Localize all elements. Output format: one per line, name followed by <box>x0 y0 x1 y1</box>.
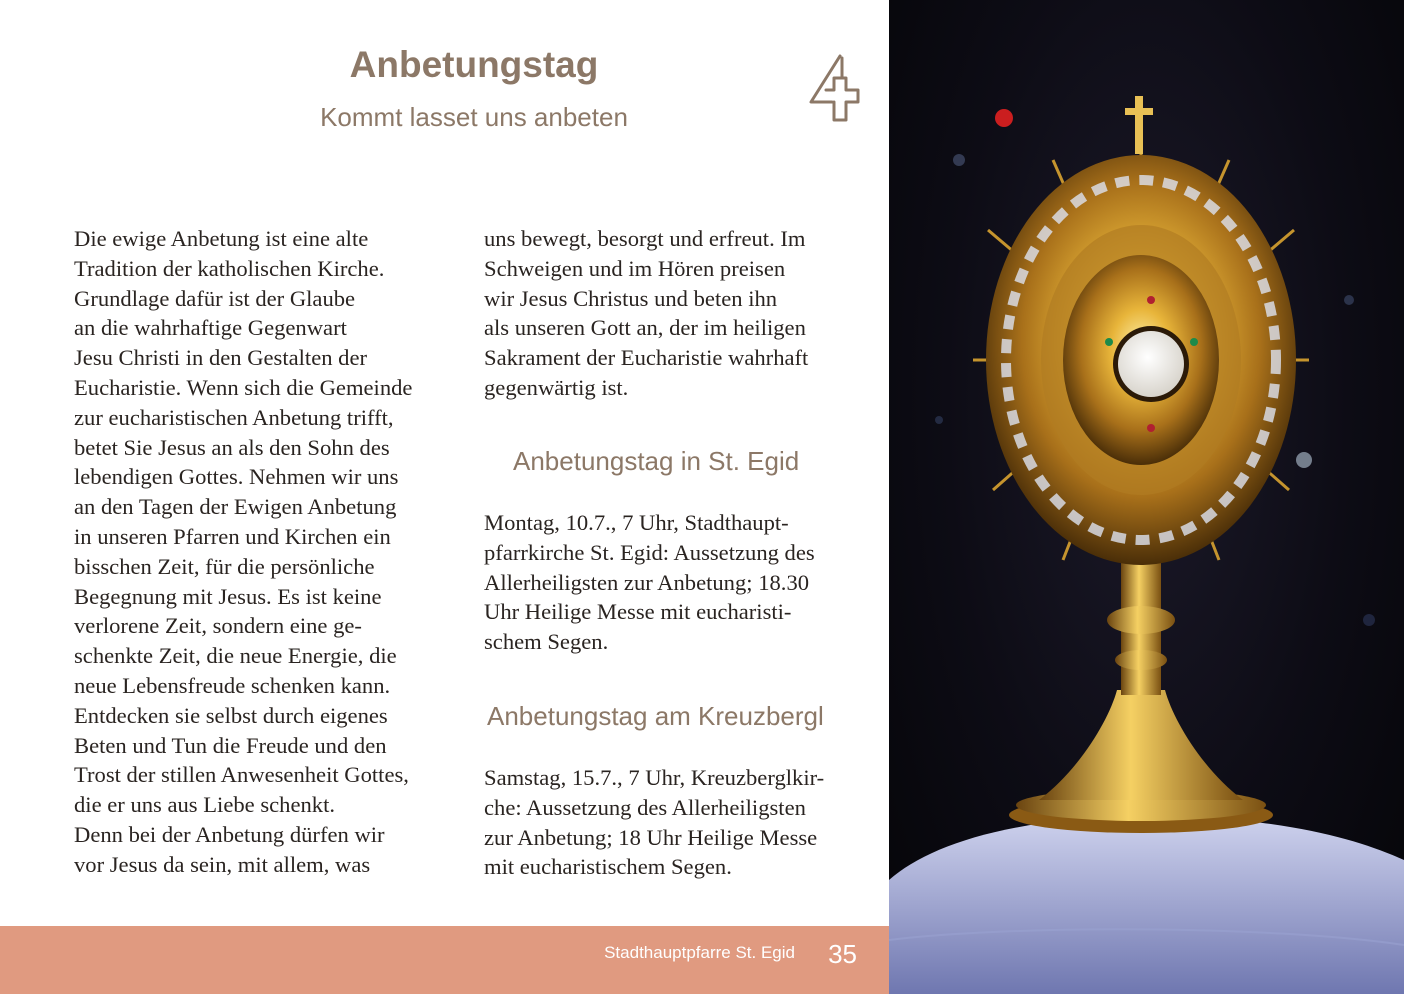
monstrance-illustration <box>889 0 1404 994</box>
text-line: Begegnung mit Jesus. Es ist keine <box>74 583 382 609</box>
text-line: in unseren Pfarren und Kirchen ein <box>74 523 391 549</box>
body-text-column-left <box>74 224 454 880</box>
page-subtitle: Kommt lasset uns anbeten <box>320 102 628 132</box>
text-line: als unseren Gott an, der im heiligen <box>484 315 806 341</box>
text-line: Allerheiligsten zur Anbetung; 18.30 <box>484 569 810 595</box>
text-line: che: Aussetzung des Allerheiligsten <box>484 794 806 820</box>
number-four-cross-icon <box>806 50 866 126</box>
text-line: Montag, 10.7., 7 Uhr, Stadthaupt- <box>484 510 789 535</box>
text-line: vor Jesus da sein, mit allem, was <box>74 851 371 877</box>
text-line: Jesu Christi in den Gestalten der <box>74 345 368 371</box>
text-line: zur eucharistischen Anbetung trifft, <box>74 404 394 430</box>
text-line: mit eucharistischem Segen. <box>484 854 732 880</box>
text-line: an den Tagen der Ewigen Anbetung <box>74 494 397 520</box>
text-line: Trost der stillen Anwesenheit Gottes, <box>74 762 409 788</box>
schedule-st-egid <box>484 508 815 657</box>
text-line: Samstag, 15.7., 7 Uhr, Kreuzberglkir- <box>484 765 825 790</box>
text-line: verlorene Zeit, sondern eine ge- <box>74 613 362 639</box>
text-line: schenkte Zeit, die neue Energie, die <box>74 643 397 669</box>
text-line: Sakrament der Eucharistie wahrhaft <box>484 345 809 371</box>
text-line: uns bewegt, besorgt und erfreut. Im <box>484 226 806 251</box>
text-line: lebendigen Gottes. Nehmen wir uns <box>74 464 399 490</box>
text-line: Beten und Tun die Freude und den <box>74 732 387 758</box>
footer-parish-name: Stadthauptpfarre St. Egid <box>604 943 795 962</box>
text-line: bisschen Zeit, für die persönliche <box>74 553 375 579</box>
body-text-column-right <box>484 224 856 403</box>
schedule-kreuzbergl <box>484 763 824 882</box>
text-line: wir Jesus Christus und beten ihn <box>484 285 778 311</box>
heading-anbetungstag-st-egid: Anbetungstag in St. Egid <box>513 446 800 476</box>
heading-anbetungstag-kreuzbergl: Anbetungstag am Kreuzbergl <box>487 701 824 731</box>
text-line: betet Sie Jesus an als den Sohn des <box>74 434 390 460</box>
text-line: Eucharistie. Wenn sich die Gemeinde <box>74 374 413 400</box>
text-line: neue Lebensfreude schenken kann. <box>74 672 391 698</box>
text-line: Tradition der katholischen Kirche. <box>74 255 385 281</box>
monstrance-photo <box>889 0 1404 994</box>
text-line: Entdecken sie selbst durch eigenes <box>74 702 388 728</box>
text-line: Grundlage dafür ist der Glaube <box>74 285 356 311</box>
footer-bar <box>0 926 889 994</box>
page-title: Anbetungstag <box>349 44 599 85</box>
text-line: die er uns aus Liebe schenkt. <box>74 792 335 818</box>
text-line: Die ewige Anbetung ist eine alte <box>74 226 369 251</box>
text-line: gegenwärtig ist. <box>484 374 629 400</box>
text-line: zur Anbetung; 18 Uhr Heilige Messe <box>484 824 818 850</box>
text-line: schem Segen. <box>484 629 609 655</box>
text-line: Denn bei der Anbetung dürfen wir <box>74 821 385 847</box>
text-line: pfarrkirche St. Egid: Aussetzung des <box>484 539 815 565</box>
text-line: an die wahrhaftige Gegenwart <box>74 315 347 341</box>
page-number: 35 <box>828 939 857 969</box>
text-line: Uhr Heilige Messe mit eucharisti- <box>484 599 792 625</box>
text-line: Schweigen und im Hören preisen <box>484 255 786 281</box>
